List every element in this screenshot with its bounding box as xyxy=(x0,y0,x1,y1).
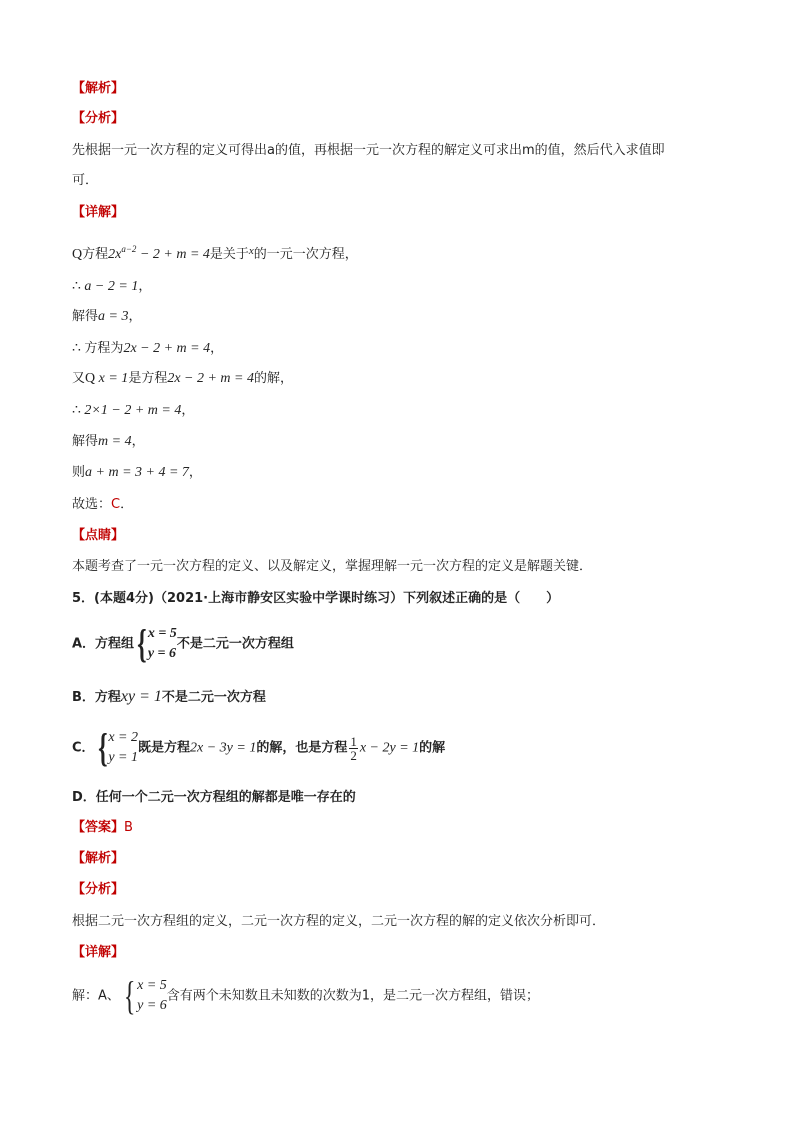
heading-fenxi-2: 【分析】 xyxy=(72,882,125,897)
step-6-post: ， xyxy=(181,403,195,418)
step-6-eq: 2×1 − 2 + m = 4 xyxy=(84,403,182,418)
detail-1-pre: 解：A、 xyxy=(72,988,120,1004)
step-3-eq: a = 3 xyxy=(98,309,129,324)
step-4-pre: 方程为 xyxy=(84,341,124,356)
fraction-numerator: 1 xyxy=(350,733,357,749)
step-1 xyxy=(72,240,358,264)
option-a-row2: y = 6 xyxy=(147,645,177,661)
option-b-post: 不是二元一次方程 xyxy=(161,690,266,705)
step-5-post: 的解， xyxy=(254,371,294,386)
step-6 xyxy=(72,402,194,420)
detail-1-system xyxy=(120,974,167,1018)
step-1-x: x xyxy=(248,245,254,257)
step-9 xyxy=(72,496,133,514)
heading-fenxi: 【分析】 xyxy=(72,111,125,126)
step-1-mid: 是关于 xyxy=(209,247,249,262)
option-c-system xyxy=(95,726,138,770)
option-a xyxy=(72,622,294,667)
option-a-post: 不是二元一次方程组 xyxy=(176,636,294,652)
step-3 xyxy=(72,308,141,326)
therefore-symbol: ∴ xyxy=(72,279,85,294)
option-b-label: B．方程 xyxy=(72,690,121,705)
step-4-post: ， xyxy=(210,341,224,356)
because-symbol: Q xyxy=(85,371,99,386)
step-8-pre: 则 xyxy=(72,465,86,480)
option-c-mid2: 的解，也是方程 xyxy=(256,740,348,756)
option-d: D．任何一个二元一次方程组的解都是唯一存在的 xyxy=(72,790,356,805)
brace-icon: { xyxy=(137,620,147,666)
step-9-post: ． xyxy=(120,497,134,512)
step-8-post: ， xyxy=(188,465,202,480)
option-a-row1: x = 5 xyxy=(147,625,177,641)
step-5-mid: 是方程 xyxy=(128,371,168,386)
step-1-pre: 方程 xyxy=(82,247,109,262)
step-2-eq: a − 2 = 1 xyxy=(84,279,139,294)
step-5-eq2: 2x − 2 + m = 4 xyxy=(167,371,254,386)
brace-icon: { xyxy=(97,724,108,770)
step-1-eq: 2x xyxy=(108,247,122,262)
comment-text: 本题考查了一元一次方程的定义、以及解定义，掌握理解一元一次方程的定义是解题关键． xyxy=(72,559,593,574)
detail-1-post: 含有两个未知数且未知数的次数为1，是二元一次方程组，错误； xyxy=(166,988,540,1004)
question-5-stem: 5．(本题4分)（2021·上海市静安区实验中学课时练习）下列叙述正确的是（ ） xyxy=(72,591,560,606)
brace-icon: { xyxy=(123,972,136,1018)
heading-jiexi-2: 【解析】 xyxy=(72,851,125,866)
step-1-post: 的一元一次方程， xyxy=(253,247,358,262)
step-9-answer: C xyxy=(111,497,121,512)
analysis-text-2: 根据二元一次方程组的定义，二元一次方程的定义，二元一次方程的解的定义依次分析即可． xyxy=(72,914,606,929)
option-c-eq1: 2x − 3y = 1 xyxy=(190,740,257,756)
step-2 xyxy=(72,278,151,296)
option-c-fraction xyxy=(349,735,358,762)
therefore-symbol: ∴ xyxy=(72,403,85,418)
heading-dianjing: 【点睛】 xyxy=(72,528,125,543)
detail-line-1 xyxy=(72,974,539,1019)
step-5 xyxy=(72,370,293,388)
step-4 xyxy=(72,340,223,358)
step-2-post: ， xyxy=(138,279,152,294)
step-7-pre: 解得 xyxy=(72,434,99,449)
fraction-denominator: 2 xyxy=(350,747,357,763)
option-c-post: 的解 xyxy=(419,740,446,756)
detail-1-row1: x = 5 xyxy=(137,977,167,993)
option-c-mid: 既是方程 xyxy=(137,740,190,756)
step-1-exponent: a−2 xyxy=(121,244,137,254)
analysis-text-line1: 先根据一元一次方程的定义可得出a的值，再根据一元一次方程的解定义可求出m的值，然后代入求值即 xyxy=(72,143,665,158)
because-symbol: Q xyxy=(72,247,83,262)
step-1-eq-rest: − 2 + m = 4 xyxy=(136,247,210,262)
heading-answer: 【答案】 xyxy=(72,820,125,835)
step-5-pre: 又 xyxy=(72,371,86,386)
heading-xiangjie: 【详解】 xyxy=(72,205,125,220)
option-a-system xyxy=(134,622,177,666)
option-c xyxy=(72,726,445,771)
step-7 xyxy=(72,433,145,451)
option-c-row2: y = 1 xyxy=(108,749,138,765)
step-8 xyxy=(72,464,202,482)
step-5-eq: x = 1 xyxy=(98,371,129,386)
option-b xyxy=(72,688,266,707)
heading-xiangjie-2: 【详解】 xyxy=(72,945,125,960)
step-7-post: ， xyxy=(131,434,145,449)
analysis-text-line2: 可． xyxy=(72,173,99,188)
option-a-label: A．方程组 xyxy=(72,636,135,652)
step-4-eq: 2x − 2 + m = 4 xyxy=(123,341,211,356)
answer-value: B xyxy=(124,820,133,835)
step-7-eq: m = 4 xyxy=(98,434,132,449)
option-c-label: C． xyxy=(72,740,95,756)
answer-line xyxy=(72,819,133,837)
option-b-eq: xy = 1 xyxy=(120,688,162,705)
option-c-eq2: x − 2y = 1 xyxy=(359,740,420,756)
step-3-post: ， xyxy=(128,309,142,324)
step-8-eq: a + m = 3 + 4 = 7 xyxy=(85,465,189,480)
step-9-pre: 故选： xyxy=(72,497,112,512)
step-3-pre: 解得 xyxy=(72,309,99,324)
therefore-symbol: ∴ xyxy=(72,341,85,356)
detail-1-row2: y = 6 xyxy=(137,997,167,1013)
option-c-row1: x = 2 xyxy=(108,729,138,745)
heading-jiexi: 【解析】 xyxy=(72,81,125,96)
